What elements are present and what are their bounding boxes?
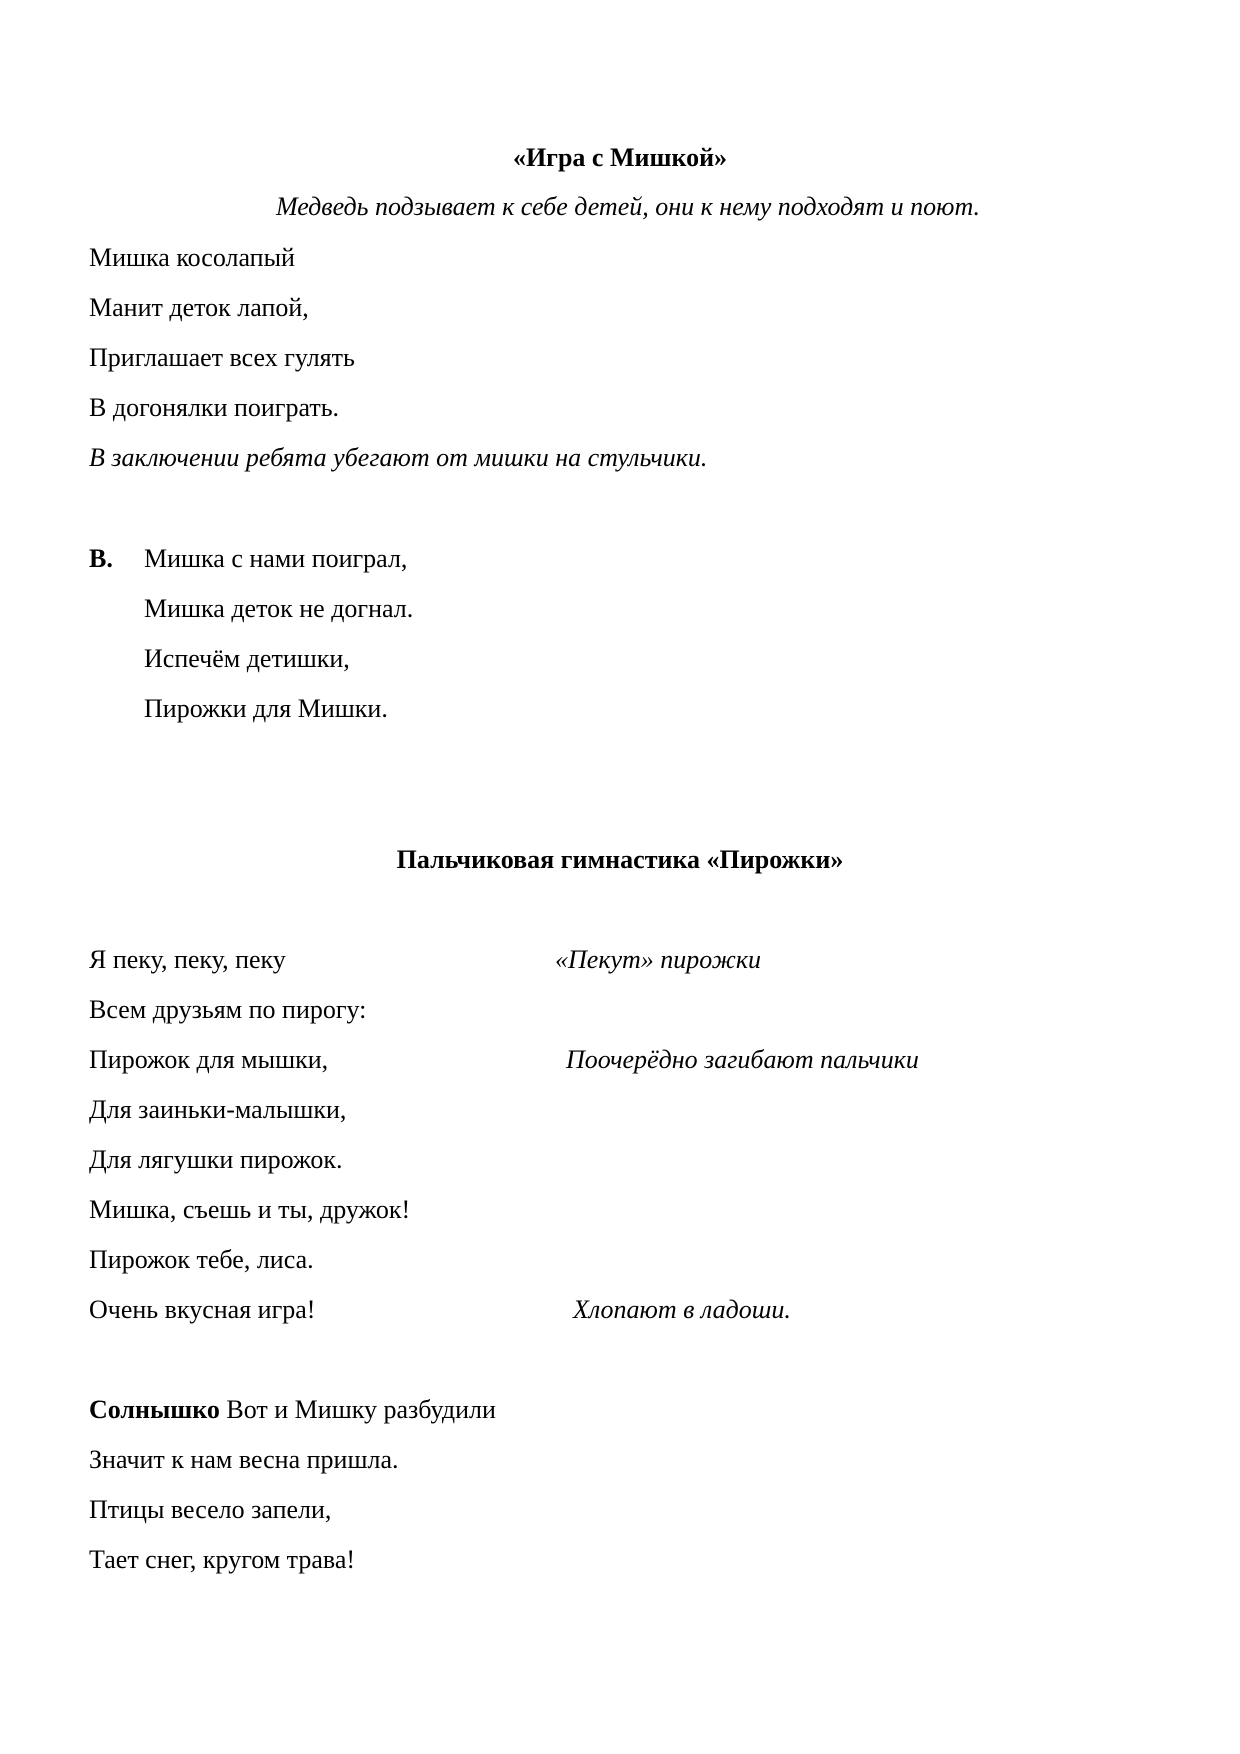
gym-text: Для лягушки пирожок.: [89, 1145, 343, 1174]
section3-first-line: [89, 1394, 496, 1426]
gym-text: Пирожок тебе, лиса.: [89, 1245, 314, 1274]
section3-line: Птицы весело запели,: [89, 1495, 332, 1524]
section3-first-text: Вот и Мишку разбудили: [226, 1395, 496, 1424]
gym-text: Мишка, съешь и ты, дружок!: [89, 1195, 411, 1224]
section1-intro: Медведь подзывает к себе детей, они к нему подходят и поют.: [275, 192, 981, 221]
speaker-line: Мишка деток не догнал.: [144, 594, 414, 623]
gym-text: Я пеку, пеку, пеку: [89, 945, 286, 974]
gym-action: Хлопают в ладоши.: [573, 1295, 791, 1324]
gym-action: Поочерёдно загибают пальчики: [566, 1045, 919, 1074]
section2-title: Пальчиковая гимнастика «Пирожки»: [396, 845, 844, 874]
section3-speaker: Солнышко: [89, 1395, 220, 1424]
verse-line: Мишка косолапый: [89, 243, 295, 272]
speaker-line: Испечём детишки,: [144, 644, 350, 673]
verse-line: Манит деток лапой,: [89, 293, 309, 322]
section1-title: «Игра с Мишкой»: [512, 143, 728, 172]
speaker-label: В.: [89, 544, 113, 573]
gym-action: «Пекут» пирожки: [555, 945, 761, 974]
speaker-line: Мишка с нами поиграл,: [144, 544, 408, 573]
section3-line: Значит к нам весна пришла.: [89, 1445, 399, 1474]
gym-text: Очень вкусная игра!: [89, 1295, 316, 1324]
section1-note: В заключении ребята убегают от мишки на стульчики.: [89, 443, 708, 472]
section3-line: Тает снег, кругом трава!: [89, 1545, 356, 1574]
verse-line: Приглашает всех гулять: [89, 343, 355, 372]
gym-text: Для заиньки-малышки,: [89, 1095, 347, 1124]
gym-text: Всем друзьям по пирогу:: [89, 995, 367, 1024]
verse-line: В догонялки поиграть.: [89, 393, 340, 422]
gym-text: Пирожок для мышки,: [89, 1045, 329, 1074]
speaker-line: Пирожки для Мишки.: [144, 694, 388, 723]
